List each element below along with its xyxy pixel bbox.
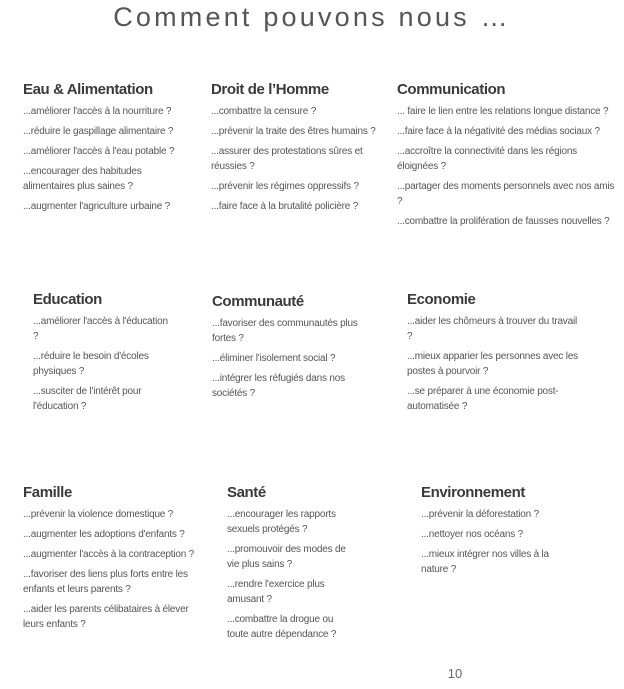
question-list [421,507,561,577]
list-item: ...éliminer l'isolement social ? [212,353,336,364]
list-item: ...augmenter l'accès à la contraception ? [23,549,195,560]
section-heading: Environnement [421,484,525,501]
list-item: ...augmenter l'agriculture urbaine ? [23,201,171,212]
question-list [407,314,582,414]
list-item: ...susciter de l'intérêt pour l'éducation ? [33,386,142,412]
section-heading: Communication [397,81,506,98]
list-item: ...accroître la connectivité dans les régions éloignées ? [397,146,577,172]
section-education [33,290,168,419]
list-item: ...améliorer l'accès à l'éducation ? [33,316,168,342]
list-item: ...mieux intégrer nos villes à la nature ? [421,549,549,575]
section-heading: Santé [227,484,266,501]
section-eau-alimentation [23,80,193,219]
question-list [23,104,193,214]
list-item: ...rendre l'exercice plus amusant ? [227,579,325,605]
page-title: Comment pouvons nous … [113,2,511,32]
list-item: ...prévenir la violence domestique ? [23,509,174,520]
list-item: ...mieux apparier les personnes avec les postes à pourvoir ? [407,351,578,377]
list-item: ...réduire le besoin d'écoles physiques ? [33,351,149,377]
list-item: ...réduire le gaspillage alimentaire ? [23,126,174,137]
list-item: ...prévenir la traite des êtres humains ? [211,126,376,137]
list-item: ...favoriser des liens plus forts entre les enfants et leurs parents ? [23,569,188,595]
section-heading: Education [33,291,102,308]
list-item: ...se préparer à une économie post-automatisée ? [407,386,559,412]
list-item: ...prévenir la déforestation ? [421,509,539,520]
section-communication [397,80,615,234]
section-heading: Famille [23,484,72,501]
section-famille [23,483,208,637]
list-item: ...faire face à la négativité des médias sociaux ? [397,126,600,137]
section-communaute [212,292,362,406]
list-item: ...aider les chômeurs à trouver du travail ? [407,316,578,342]
list-item: ...améliorer l'accès à la nourriture ? [23,106,172,117]
list-item: ...combattre la drogue ou toute autre dépendance ? [227,614,337,640]
list-item: ...prévenir les régimes oppressifs ? [211,181,359,192]
question-list [397,104,615,229]
list-item: ...favoriser des communautés plus fortes ? [212,318,358,344]
question-list [211,104,376,214]
section-heading: Communauté [212,293,304,310]
list-item: ...partager des moments personnels avec nos amis ? [397,181,615,207]
section-heading: Eau & Alimentation [23,81,153,98]
question-list [212,316,362,401]
list-item: ... faire le lien entre les relations longue distance ? [397,106,609,117]
section-economie [407,290,582,419]
list-item: ...combattre la censure ? [211,106,317,117]
list-item: ...intégrer les réfugiés dans nos sociétés ? [212,373,345,399]
question-list [227,507,352,642]
section-droit-de-l-homme [211,80,376,219]
list-item: ...améliorer l'accès à l'eau potable ? [23,146,175,157]
list-item: ...encourager des habitudes alimentaires plus saines ? [23,166,142,192]
page-number: 10 [447,666,463,681]
list-item: ...promouvoir des modes de vie plus sains ? [227,544,346,570]
section-sante [227,483,352,647]
section-environnement [421,483,561,582]
list-item: ...encourager les rapports sexuels protégés ? [227,509,336,535]
list-item: ...faire face à la brutalité policière ? [211,201,359,212]
list-item: ...aider les parents célibataires à élever leurs enfants ? [23,604,189,630]
question-list [33,314,168,414]
list-item: ...assurer des protestations sûres et réussies ? [211,146,363,172]
section-heading: Economie [407,291,476,308]
section-heading: Droit de l’Homme [211,81,329,98]
list-item: ...combattre la prolifération de fausses nouvelles ? [397,216,610,227]
list-item: ...nettoyer nos océans ? [421,529,523,540]
list-item: ...augmenter les adoptions d'enfants ? [23,529,185,540]
question-list [23,507,208,632]
